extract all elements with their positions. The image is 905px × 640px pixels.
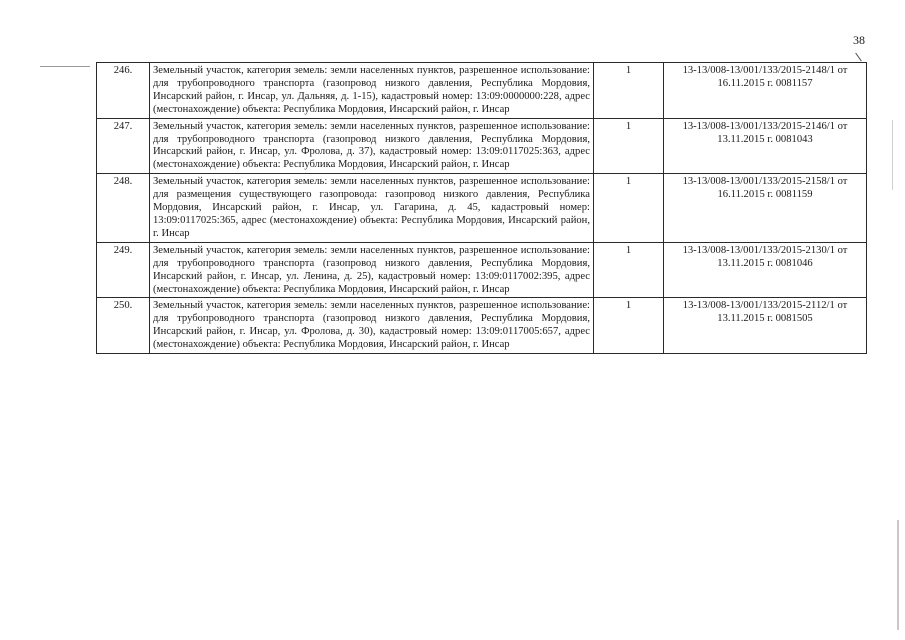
registration-record: 13-13/008-13/001/133/2015-2158/1 от 16.11.2015 г. 0081159 bbox=[664, 174, 867, 243]
property-description: Земельный участок, категория земель: земли населенных пунктов, разрешенное использование: для трубопроводного транспорта (газопровод низкого давления, Республика Мордовия, Инсарский район, г. Инсар, ул. Фролова, д. 37), кадастровый номер: 13:09:0117025:363, адрес (местонахождение) объекта: Республика Мордовия, Инсарский район, г. Инсар bbox=[150, 118, 594, 174]
quantity: 1 bbox=[594, 242, 664, 298]
row-number: 246. bbox=[97, 63, 150, 119]
registration-record: 13-13/008-13/001/133/2015-2148/1 от 16.11.2015 г. 0081157 bbox=[664, 63, 867, 119]
row-number: 248. bbox=[97, 174, 150, 243]
table-row bbox=[97, 242, 867, 298]
property-registry-table bbox=[96, 62, 867, 354]
scan-artifact bbox=[892, 120, 893, 190]
registration-record: 13-13/008-13/001/133/2015-2130/1 от 13.11.2015 г. 0081046 bbox=[664, 242, 867, 298]
row-number: 250. bbox=[97, 298, 150, 354]
page-number: 38 bbox=[853, 33, 865, 47]
property-description: Земельный участок, категория земель: земли населенных пунктов, разрешенное использование: для трубопроводного транспорта (газопровод низкого давления, Республика Мордовия, Инсарский район, г. Инсар, ул. Дальняя, д. 1-15), кадастровый номер: 13:09:0000000:228, адрес (местонахождение) объекта: Республика Мордовия, Инсарский район, г. Инсар bbox=[150, 63, 594, 119]
scan-artifact bbox=[855, 53, 862, 62]
table-row bbox=[97, 118, 867, 174]
row-number: 247. bbox=[97, 118, 150, 174]
registration-record: 13-13/008-13/001/133/2015-2146/1 от 13.11.2015 г. 0081043 bbox=[664, 118, 867, 174]
registration-record: 13-13/008-13/001/133/2015-2112/1 от 13.11.2015 г. 0081505 bbox=[664, 298, 867, 354]
quantity: 1 bbox=[594, 298, 664, 354]
table-row bbox=[97, 63, 867, 119]
quantity: 1 bbox=[594, 118, 664, 174]
scan-artifact bbox=[897, 520, 899, 630]
scan-artifact bbox=[40, 66, 90, 67]
table-row bbox=[97, 174, 867, 243]
row-number: 249. bbox=[97, 242, 150, 298]
quantity: 1 bbox=[594, 63, 664, 119]
table-row bbox=[97, 298, 867, 354]
property-description: Земельный участок, категория земель: земли населенных пунктов, разрешенное использование: для размещения существующего газопровода: газопровод низкого давления, Республика Мордовия, Инсарский район, г. Инсар, ул. Гагарина, д. 45, кадастровый номер: 13:09:0117025:365, адрес (местонахождение) объекта: Республика Мордовия, Инсарский район, г. Инсар bbox=[150, 174, 594, 243]
property-description: Земельный участок, категория земель: земли населенных пунктов, разрешенное использование: для трубопроводного транспорта (газопровод низкого давления, Республика Мордовия, Инсарский район, г. Инсар, ул. Ленина, д. 25), кадастровый номер: 13:09:0117002:395, адрес (местонахождение) объекта: Республика Мордовия, Инсарский район, г. Инсар bbox=[150, 242, 594, 298]
quantity: 1 bbox=[594, 174, 664, 243]
property-description: Земельный участок, категория земель: земли населенных пунктов, разрешенное использование: для трубопроводного транспорта (газопровод низкого давления, Республика Мордовия, Инсарский район, г. Инсар, ул. Фролова, д. 30), кадастровый номер: 13:09:0117005:657, адрес (местонахождение) объекта: Республика Мордовия, Инсарский район, г. Инсар bbox=[150, 298, 594, 354]
